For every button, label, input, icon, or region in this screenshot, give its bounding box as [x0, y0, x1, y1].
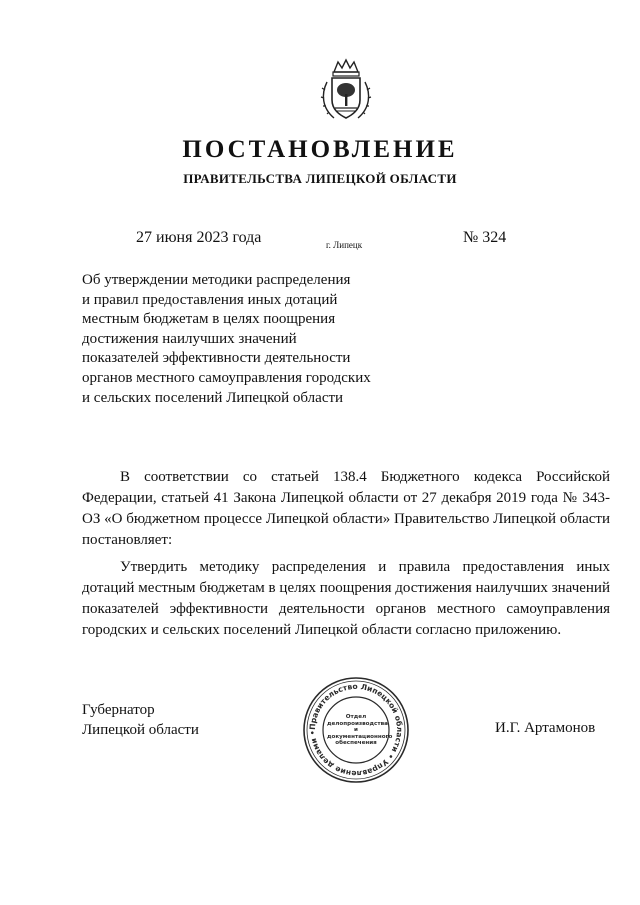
coat-of-arms-icon: [318, 58, 374, 124]
document-title: ПОСТАНОВЛЕНИЕ: [182, 136, 458, 163]
subject-line: и сельских поселений Липецкой области: [82, 389, 344, 406]
signatory-position-line: Липецкой области: [82, 722, 199, 738]
document-city: г. Липецк: [326, 240, 363, 250]
document-date: 27 июня 2023 года: [136, 229, 262, 246]
document-subject: [82, 271, 402, 408]
subject-line: показателей эффективности деятельности: [82, 350, 351, 367]
stamp-inner-text: Отдел делопроизводства и документационного обеспечения: [327, 714, 393, 747]
signatory-position-line: Губернатор: [82, 702, 155, 718]
subject-line: достижения наилучших значений: [82, 330, 297, 347]
stamp-outer-text: Правительство Липецкой области • Управление делами •: [307, 681, 405, 779]
document-number: № 324: [463, 229, 507, 246]
subject-line: Об утверждении методики распределения: [82, 272, 351, 288]
body-paragraph-preamble: В соответствии со статьей 138.4 Бюджетного кодекса Российской Федерации, статьей 41 Закона Липецкой области от 27 декабря 2019 года № 343-ОЗ «О бюджетном процессе Липецкой области» Правительство Липецкой области постановляет:: [82, 469, 610, 548]
subject-line: и правил предоставления иных дотаций: [82, 291, 338, 308]
official-stamp: [302, 676, 410, 784]
signatory-name: И.Г. Артамонов: [495, 720, 596, 736]
subject-line: местным бюджетам в целях поощрения: [82, 311, 336, 328]
signatory-position: [82, 700, 199, 740]
body-paragraph-resolution: Утвердить методику распределения и правила предоставления иных дотаций местным бюджетам в целях поощрения достижения наилучших значений показателей эффективности деятельности органов местного самоуправления городских и сельских поселений Липецкой области согласно приложению.: [82, 559, 610, 638]
subject-line: органов местного самоуправления городских: [82, 369, 371, 386]
document-issuer: ПРАВИТЕЛЬСТВА ЛИПЕЦКОЙ ОБЛАСТИ: [183, 171, 457, 186]
